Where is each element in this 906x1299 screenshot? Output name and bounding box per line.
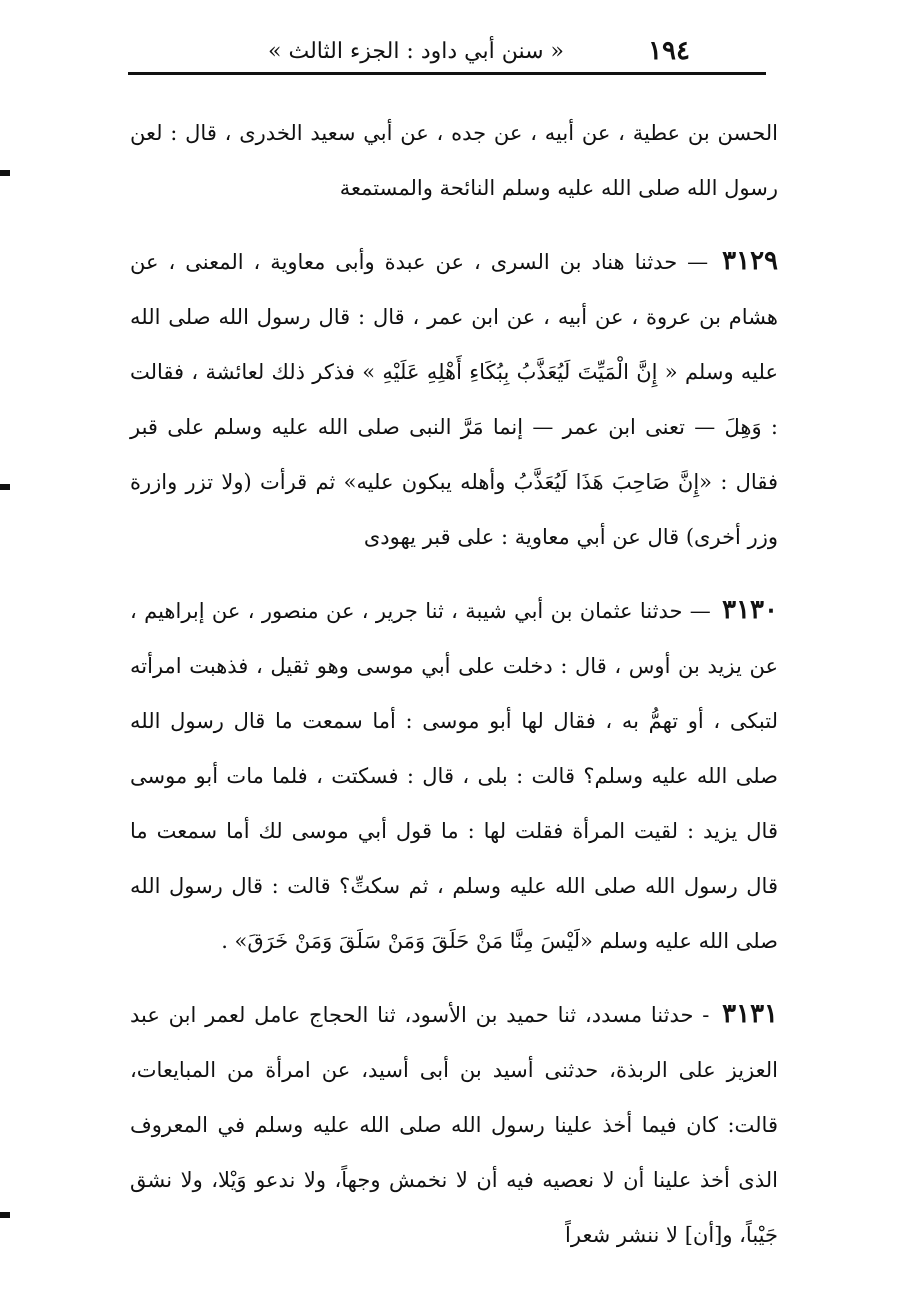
paragraph-text: - حدثنا مسدد، ثنا حميد بن الأسود، ثنا الحجاج عامل لعمر ابن عبد العزيز على الربذة، حدثنى أسيد بن أبى أسيد، عن امرأة من المبايعات، قالت: كان فيما أخذ علينا رسول الله صلى الله عليه وسلم في المعروف الذى أخذ علينا أن لا نعصيه فيه أن لا نخمش وجهاً، ولا ندعو وَيْلا، ولا نشق جَيْباً، و[أن] لا ننشر شعراً [130,1003,778,1247]
hadith-number: ٣١٣١ [722,999,778,1029]
paragraph-continuation [130,106,778,216]
paragraph-text: — حدثنا هناد بن السرى ، عن عبدة وأبى معاوية ، المعنى ، عن هشام بن عروة ، عن أبيه ، عن ابن عمر ، قال : قال رسول الله صلى الله عليه وسلم « إِنَّ الْمَيِّتَ لَيُعَذَّبُ بِبُكَاءِ أَهْلِهِ عَلَيْهِ » فذكر ذلك لعائشة ، فقالت : وَهِلَ — تعنى ابن عمر — إنما مَرَّ النبى صلى الله عليه وسلم على قبر فقال : «إِنَّ صَاحِبَ هَذَا لَيُعَذَّبُ وأهله يبكون عليه» ثم قرأت (ولا تزر وازرة وزر أخرى) قال عن أبي معاوية : على قبر يهودى [130,250,778,549]
paragraph-text: — حدثنا عثمان بن أبي شيبة ، ثنا جرير ، عن منصور ، عن إبراهيم ، عن يزيد بن أوس ، قال : دخلت على أبي موسى وهو ثقيل ، فذهبت امرأته لتبكى ، أو تهمُّ به ، فقال لها أبو موسى : أما سمعت ما قال رسول الله صلى الله عليه وسلم؟ قالت : بلى ، قال : فسكتت ، فلما مات أبو موسى قال يزيد : لقيت المرأة فقلت لها : ما قول أبي موسى لك أما سمعت ما قال رسول الله صلى الله عليه وسلم ، ثم سكتِّ؟ قالت : قال رسول الله صلى الله عليه وسلم «لَيْسَ مِنَّا مَنْ حَلَقَ وَمَنْ سَلَقَ وَمَنْ خَرَقَ» . [130,599,778,953]
margin-mark [0,1212,10,1218]
margin-mark [0,484,10,490]
hadith-3131 [130,987,778,1263]
hadith-3129 [130,234,778,565]
hadith-number: ٣١٣٠ [722,595,778,625]
paragraph-text: الحسن بن عطية ، عن أبيه ، عن جده ، عن أبي سعيد الخدرى ، قال : لعن رسول الله صلى الله عليه وسلم النائحة والمستمعة [130,121,778,200]
page-body [130,106,778,1263]
hadith-number: ٣١٢٩ [722,246,778,276]
running-title: « سنن أبي داود : الجزء الثالث » [268,39,564,64]
margin-mark [0,170,10,176]
hadith-3130 [130,583,778,969]
header-rule [128,72,766,75]
page-header [128,30,764,74]
page-number: ١٩٤ [648,36,690,66]
